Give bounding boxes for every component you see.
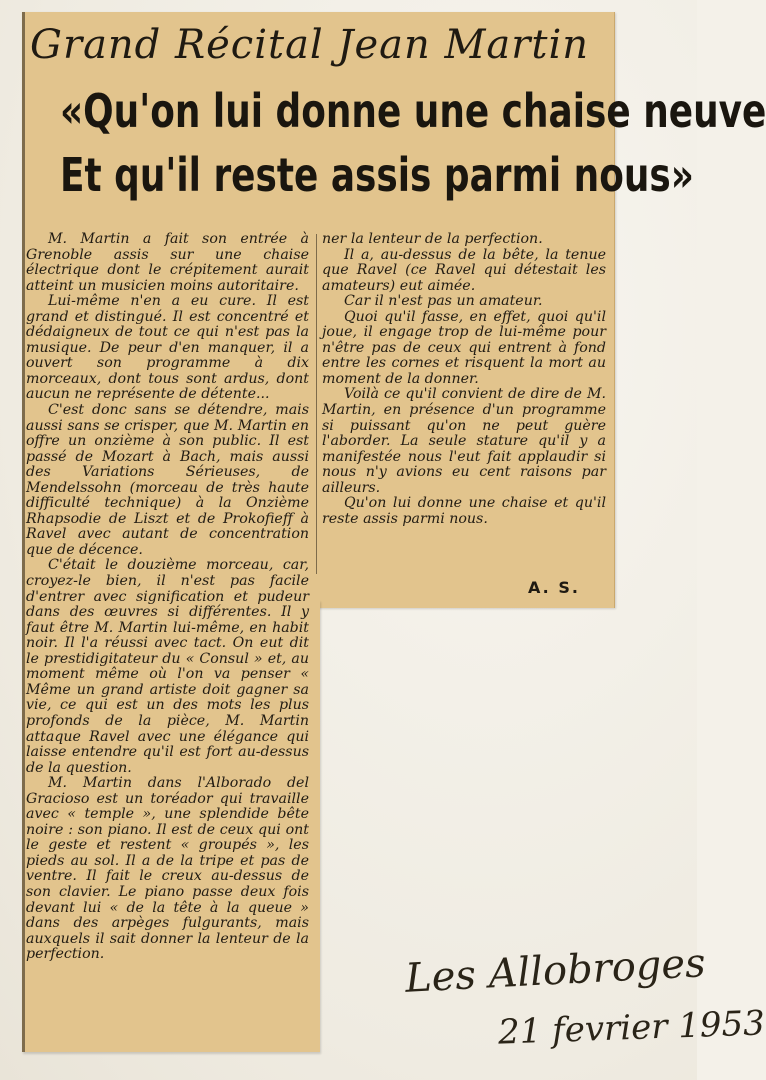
article-paragraph: M. Martin a fait son entrée à Grenoble assis sur une chaise électrique dont le crépitement aurait atteint un musicien moins autoritaire.	[26, 231, 309, 294]
headline-title: Grand Récital Jean Martin	[30, 22, 590, 68]
article-paragraph: C'est donc sans se détendre, mais aussi sans se crisper, que M. Martin en offre un onzième à son public. Il est passé de Mozart à Bach, mais aussi des Variations Sérieuses, de Mendelssohn (morceau de très haute difficulté technique) à la Onzième Rhapsodie de Liszt et de Prokofieff à Ravel avec autant de concentration que de décence.	[26, 402, 309, 558]
clipping-edge-shadow	[22, 12, 25, 1052]
article-paragraph: Car il n'est pas un amateur.	[344, 293, 543, 310]
article-paragraph: Il a, au-dessus de la bête, la tenue que Ravel (ce Ravel qui détestait les amateurs) eut aimée.	[322, 246, 606, 294]
article-paragraph: Voilà ce qu'il convient de dire de M. Martin, en présence d'un programme si puissant qu'on ne peut guère l'aborder. La seule stature qu'il y a manifestée nous l'eut fait applaudir si nous n'y avions eu cent raisons par ailleurs.	[322, 386, 606, 496]
article-paragraph: M. Martin dans l'Alborado del Gracioso est un toréador qui travaille avec « temple », une splendide bête noire : son piano. Il est de ceux qui ont le geste et restent « groupés », les pieds au sol. Il a de la tripe et pas de ventre. Il fait le creux au-dessus de son clavier. Le piano passe deux fois devant lui « de la tête à la queue » dans des arpèges fulgurants, mais auxquels il sait donner la lenteur de la perfection.	[26, 775, 309, 963]
article-paragraph: Lui-même n'en a eu cure. Il est grand et distingué. Il est concentré et dédaigneux de tout ce qui n'est pas la musique. De peur d'en manquer, il a ouvert son programme à dix morceaux, dont tous sont ardus, dont aucun ne représente de détente...	[26, 293, 309, 403]
headline-line-1: «Qu'on lui donne une chaise neuve	[60, 84, 766, 138]
article-left-column	[26, 232, 309, 1047]
author-signature: A. S.	[528, 578, 580, 597]
article-paragraph: C'était le douzième morceau, car, croyez-le bien, il n'est pas facile d'entrer avec signification et pudeur dans des œuvres si différentes. Il y faut être M. Martin lui-même, en habit noir. Il l'a réussi avec tact. On eut dit le prestidigitateur du « Consul » et, au moment même où l'on va penser « Même un grand artiste doit gagner sa vie, ce qui est un des mots les plus profonds de la pièce, M. Martin attaque Ravel avec une élégance qui laisse entendre qu'il est fort au-dessus de la question.	[26, 557, 309, 776]
article-paragraph: Quoi qu'il fasse, en effet, quoi qu'il joue, il engage trop de lui-même pour n'être pas de ceux qui entrent à fond entre les cornes et risquent la mort au moment de la donner.	[322, 308, 606, 387]
handwritten-source: Les Allobroges	[404, 940, 707, 1002]
column-divider	[316, 234, 317, 574]
article-right-column	[322, 232, 606, 572]
handwritten-date: 21 fevrier 1953	[497, 1003, 766, 1053]
article-paragraph: Qu'on lui donne une chaise et qu'il reste assis parmi nous.	[322, 495, 606, 527]
article-continuation: ner la lenteur de la perfection.	[322, 231, 543, 247]
headline-line-2: Et qu'il reste assis parmi nous»	[60, 148, 694, 202]
